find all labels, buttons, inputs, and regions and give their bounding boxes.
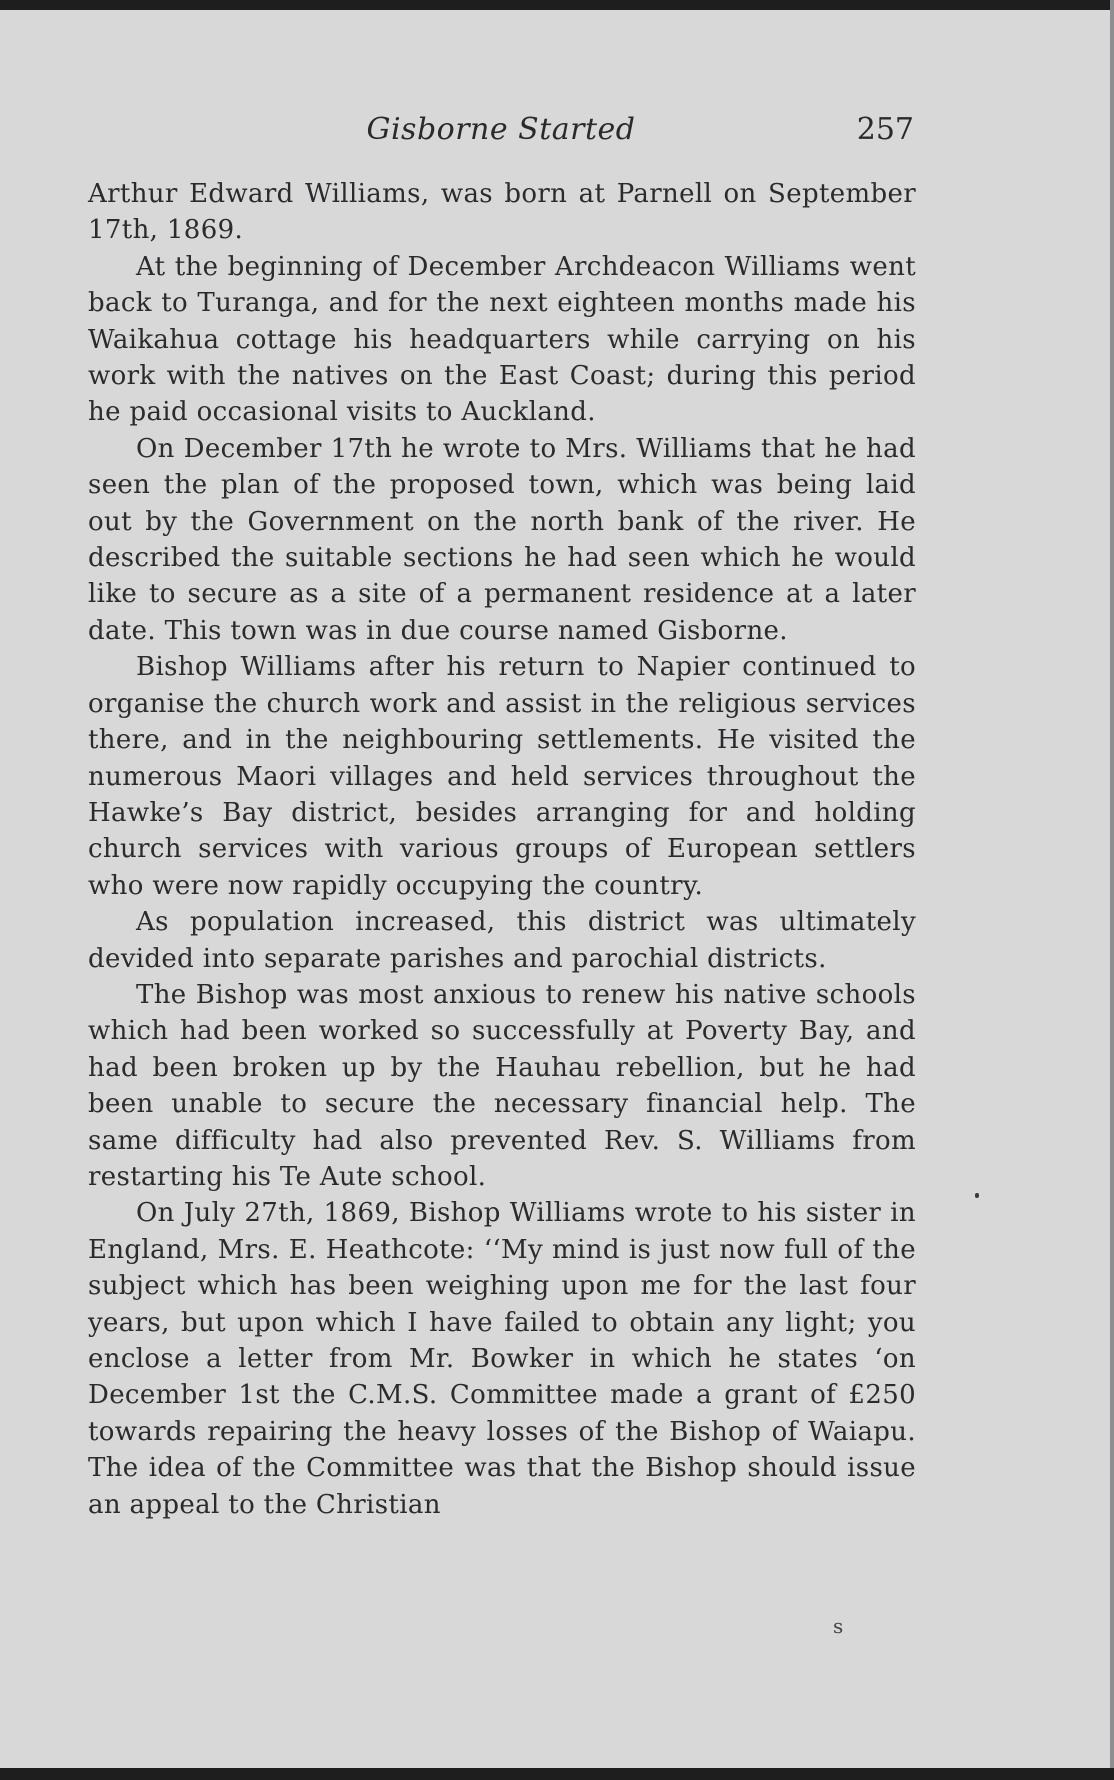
- scan-bottom-edge: [0, 1768, 1114, 1780]
- running-title: Gisborne Started: [366, 112, 636, 147]
- scan-right-edge: [1110, 0, 1114, 1780]
- signature-mark: s: [833, 1614, 844, 1638]
- paragraph: Arthur Edward Williams, was born at Parnell on September 17th, 1869.: [88, 179, 916, 246]
- paragraph: The Bishop was most anxious to renew his native schools which had been worked so successfully at Poverty Bay, and had been broken up by the Hauhau rebellion, but he had been unable to secure the necessary financial help. The same difficulty had also prevented Rev. S. Williams from restarting his Te Aute school.: [88, 979, 916, 1192]
- running-header: [88, 112, 914, 152]
- paragraph: Bishop Williams after his return to Napier continued to organise the church work and assist in the religious services there, and in the neighbouring settlements. He visited the numerous Maori villages and held services throughout the Hawke’s Bay district, besides arranging for and holding church services with various groups of European settlers who were now rapidly occupying the country.: [88, 652, 916, 901]
- paper-speck: [975, 1193, 979, 1198]
- body-text: [88, 176, 916, 1523]
- paragraph: On July 27th, 1869, Bishop Williams wrote to his sister in England, Mrs. E. Heathcote: ‘‘My mind is just now full of the subject which has been weighing upon me for the last four years, but upon which I have failed to obtain any light; you enclose a letter from Mr. Bowker in which he states ‘on December 1st the C.M.S. Committee made a grant of £250 towards repairing the heavy losses of the Bishop of Waiapu. The idea of the Committee was that the Bishop should issue an appeal to the Christian: [88, 1198, 916, 1520]
- page-number: 257: [856, 112, 914, 147]
- paragraph: At the beginning of December Archdeacon Williams went back to Turanga, and for the next eighteen months made his Waikahua cottage his headquarters while carrying on his work with the natives on the East Coast; during this period he paid occasional visits to Auckland.: [88, 251, 916, 428]
- paragraph: On December 17th he wrote to Mrs. Williams that he had seen the plan of the proposed town, which was being laid out by the Government on the north bank of the river. He described the suitable sections he had seen which he would like to secure as a site of a permanent residence at a later date. This town was in due course named Gisborne.: [88, 433, 916, 646]
- scan-top-edge: [0, 0, 1114, 10]
- paragraph: As population increased, this district was ultimately devided into separate parishes and parochial districts.: [88, 907, 916, 974]
